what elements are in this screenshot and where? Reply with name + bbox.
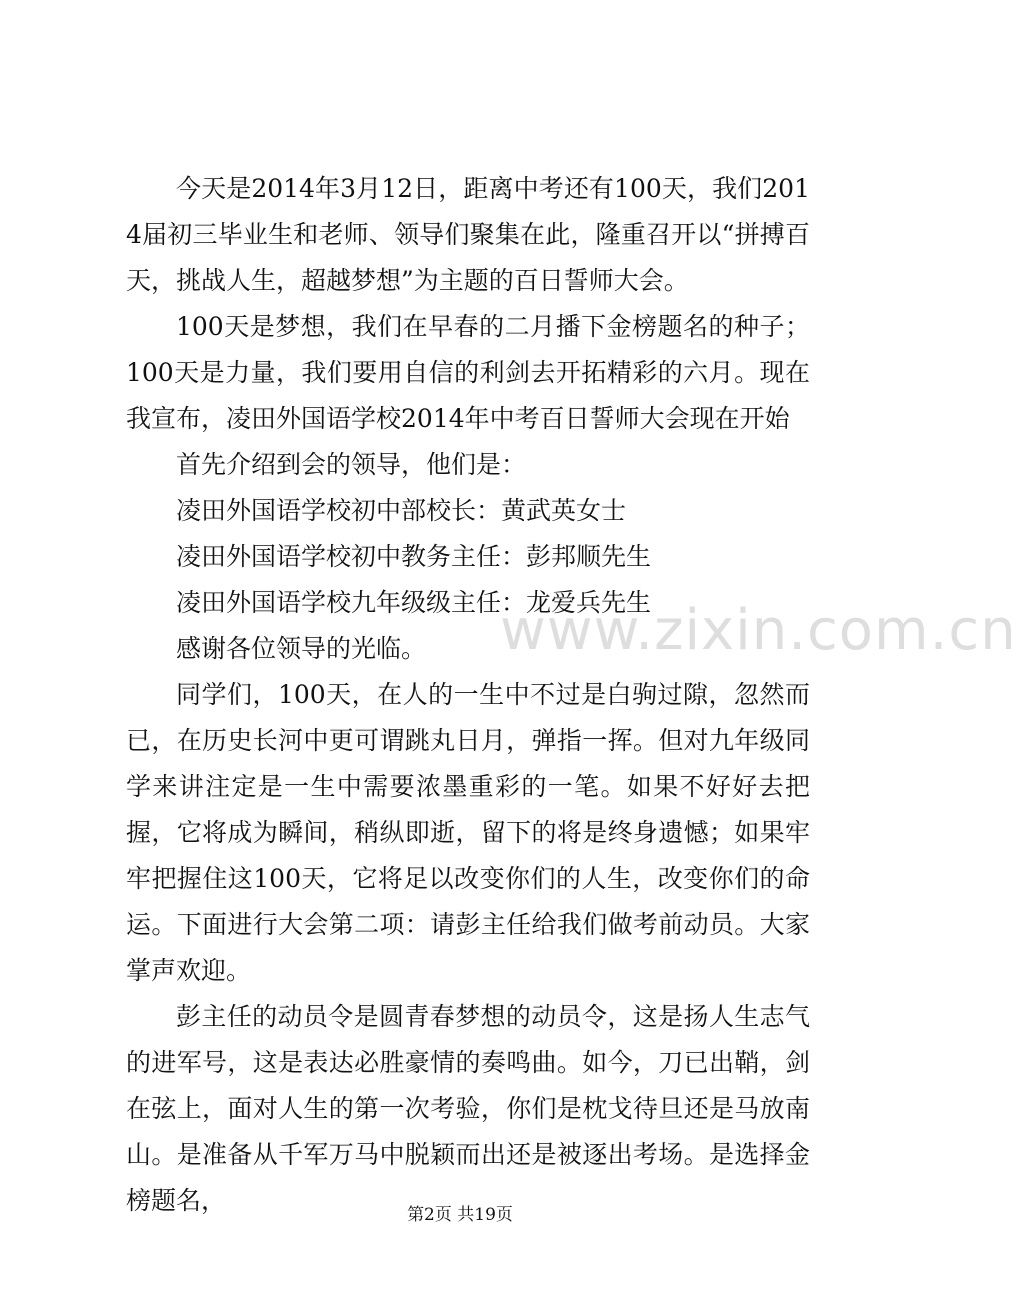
paragraph: 首先介绍到会的领导，他们是： (176, 450, 527, 479)
paragraph: 凌田外国语学校初中部校长：黄武英女士 (176, 496, 627, 525)
paragraph: 彭主任的动员令是圆青春梦想的动员令，这是扬人生志气的进军号，这是表达必胜豪情的奏鸣曲。如今，刀已出鞘，剑在弦上，面对人生的第一次考验，你们是枕戈待旦还是马放南山。是准备从千军万马中脱颖而出还是被逐出考场。是选择金榜题名， (126, 1002, 810, 1215)
paragraph: 凌田外国语学校初中教务主任：彭邦顺先生 (176, 542, 652, 571)
paragraph: 今天是2014年3月12日，距离中考还有100天，我们2014届初三毕业生和老师、领导们聚集在此，隆重召开以“拼搏百天，挑战人生，超越梦想”为主题的百日誓师大会。 (126, 174, 810, 295)
paragraph: 100天是梦想，我们在早春的二月播下金榜题名的种子；100天是力量，我们要用自信的利剑去开拓精彩的六月。现在我宣布，凌田外国语学校2014年中考百日誓师大会现在开始 (126, 312, 810, 433)
paragraph: 同学们，100天，在人的一生中不过是白驹过隙，忽然而已，在历史长河中更可谓跳丸日月，弹指一挥。但对九年级同学来讲注定是一生中需要浓墨重彩的一笔。如果不好好去把握，它将成为瞬间，稍纵即逝，留下的将是终身遗憾；如果牢牢把握住这100天，它将足以改变你们的人生，改变你们的命运。下面进行大会第二项：请彭主任给我们做考前动员。大家掌声欢迎。 (126, 680, 810, 985)
document-body (126, 166, 810, 1224)
page-footer: 第2页 共19页 (407, 1205, 513, 1225)
watermark: www.zixin.com.cn (500, 598, 1017, 663)
paragraph: 凌田外国语学校九年级级主任：龙爱兵先生 (176, 588, 652, 617)
paragraph: 感谢各位领导的光临。 (176, 634, 427, 663)
